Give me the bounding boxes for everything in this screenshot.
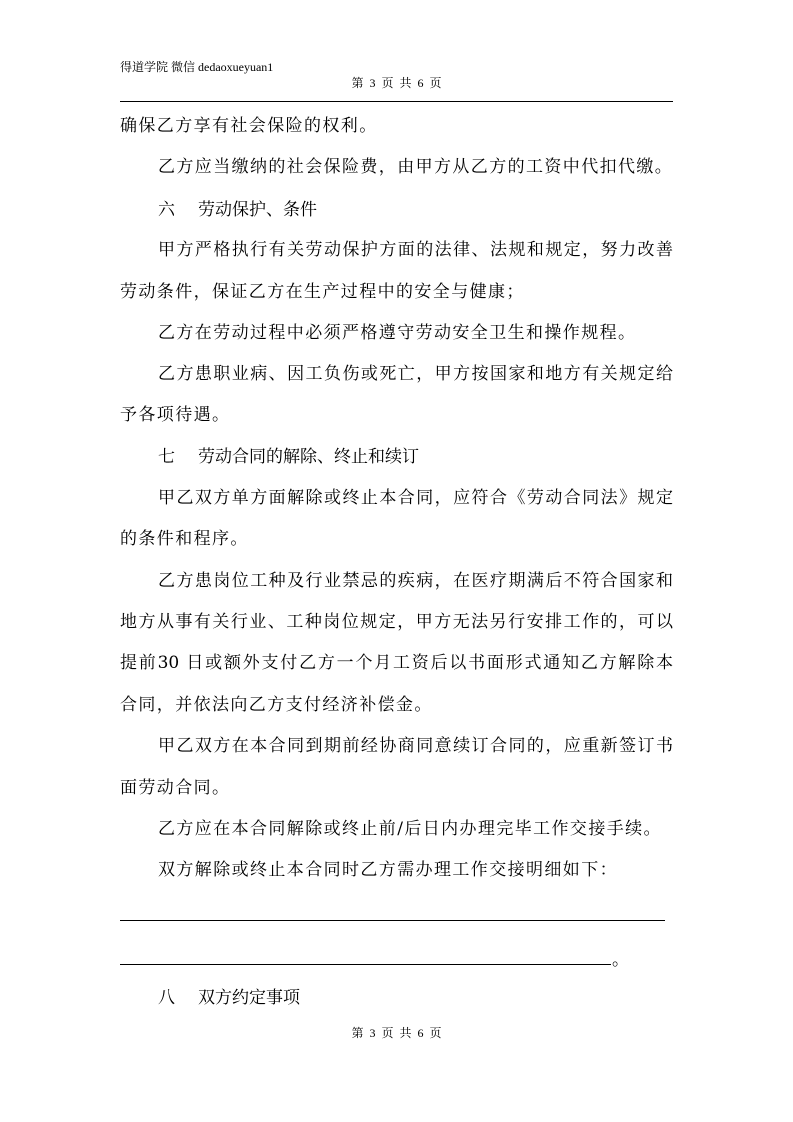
section-title: 劳动保护、条件 <box>198 200 317 220</box>
section-heading-8 <box>158 988 300 1008</box>
header-watermark-text: 得道学院 微信 dedaoxueyuan1 <box>120 60 274 74</box>
section-heading-7 <box>158 447 419 467</box>
paragraph-line: 甲乙双方单方面解除或终止本合同，应符合《劳动合同法》规定 <box>158 488 673 508</box>
handover-details-blank-line <box>120 920 665 921</box>
sentence-end-mark: 。 <box>612 950 629 970</box>
footer-page-number: 第 3 页 共 6 页 <box>351 1026 442 1040</box>
paragraph-line: 提前30 日或额外支付乙方一个月工资后以书面形式通知乙方解除本 <box>120 653 673 673</box>
section-number: 六 <box>158 200 175 220</box>
section-number: 七 <box>158 447 175 467</box>
section-number: 八 <box>158 988 175 1008</box>
paragraph-line: 乙方应当缴纳的社会保险费，由甲方从乙方的工资中代扣代缴。 <box>158 157 674 177</box>
paragraph-line: 地方从事有关行业、工种岗位规定，甲方无法另行安排工作的，可以 <box>120 612 673 632</box>
header-divider <box>120 101 673 102</box>
section-title: 双方约定事项 <box>198 988 300 1008</box>
paragraph-line: 面劳动合同。 <box>120 778 231 798</box>
paragraph-line: 甲方严格执行有关劳动保护方面的法律、法规和规定，努力改善 <box>158 240 673 260</box>
paragraph-line: 的条件和程序。 <box>120 529 249 549</box>
header-page-number: 第 3 页 共 6 页 <box>351 76 442 90</box>
paragraph-line: 劳动条件，保证乙方在生产过程中的安全与健康； <box>120 282 525 302</box>
section-heading-6 <box>158 200 317 220</box>
paragraph-line: 合同，并依法向乙方支付经济补偿金。 <box>120 695 433 715</box>
paragraph-line: 甲乙双方在本合同到期前经协商同意续订合同的，应重新签订书 <box>158 736 673 756</box>
paragraph-line: 乙方应在本合同解除或终止前/后日内办理完毕工作交接手续。 <box>158 819 662 839</box>
section-title: 劳动合同的解除、终止和续订 <box>198 447 419 467</box>
paragraph-line: 予各项待遇。 <box>120 405 231 425</box>
paragraph-line: 乙方患岗位工种及行业禁忌的疾病，在医疗期满后不符合国家和 <box>158 571 673 591</box>
paragraph-line: 乙方患职业病、因工负伤或死亡，甲方按国家和地方有关规定给 <box>158 364 673 384</box>
handover-details-blank-line <box>120 964 611 965</box>
paragraph-line: 乙方在劳动过程中必须严格遵守劳动安全卫生和操作规程。 <box>158 323 637 343</box>
paragraph-line: 确保乙方享有社会保险的权利。 <box>120 116 378 136</box>
paragraph-line: 双方解除或终止本合同时乙方需办理工作交接明细如下： <box>158 860 618 880</box>
